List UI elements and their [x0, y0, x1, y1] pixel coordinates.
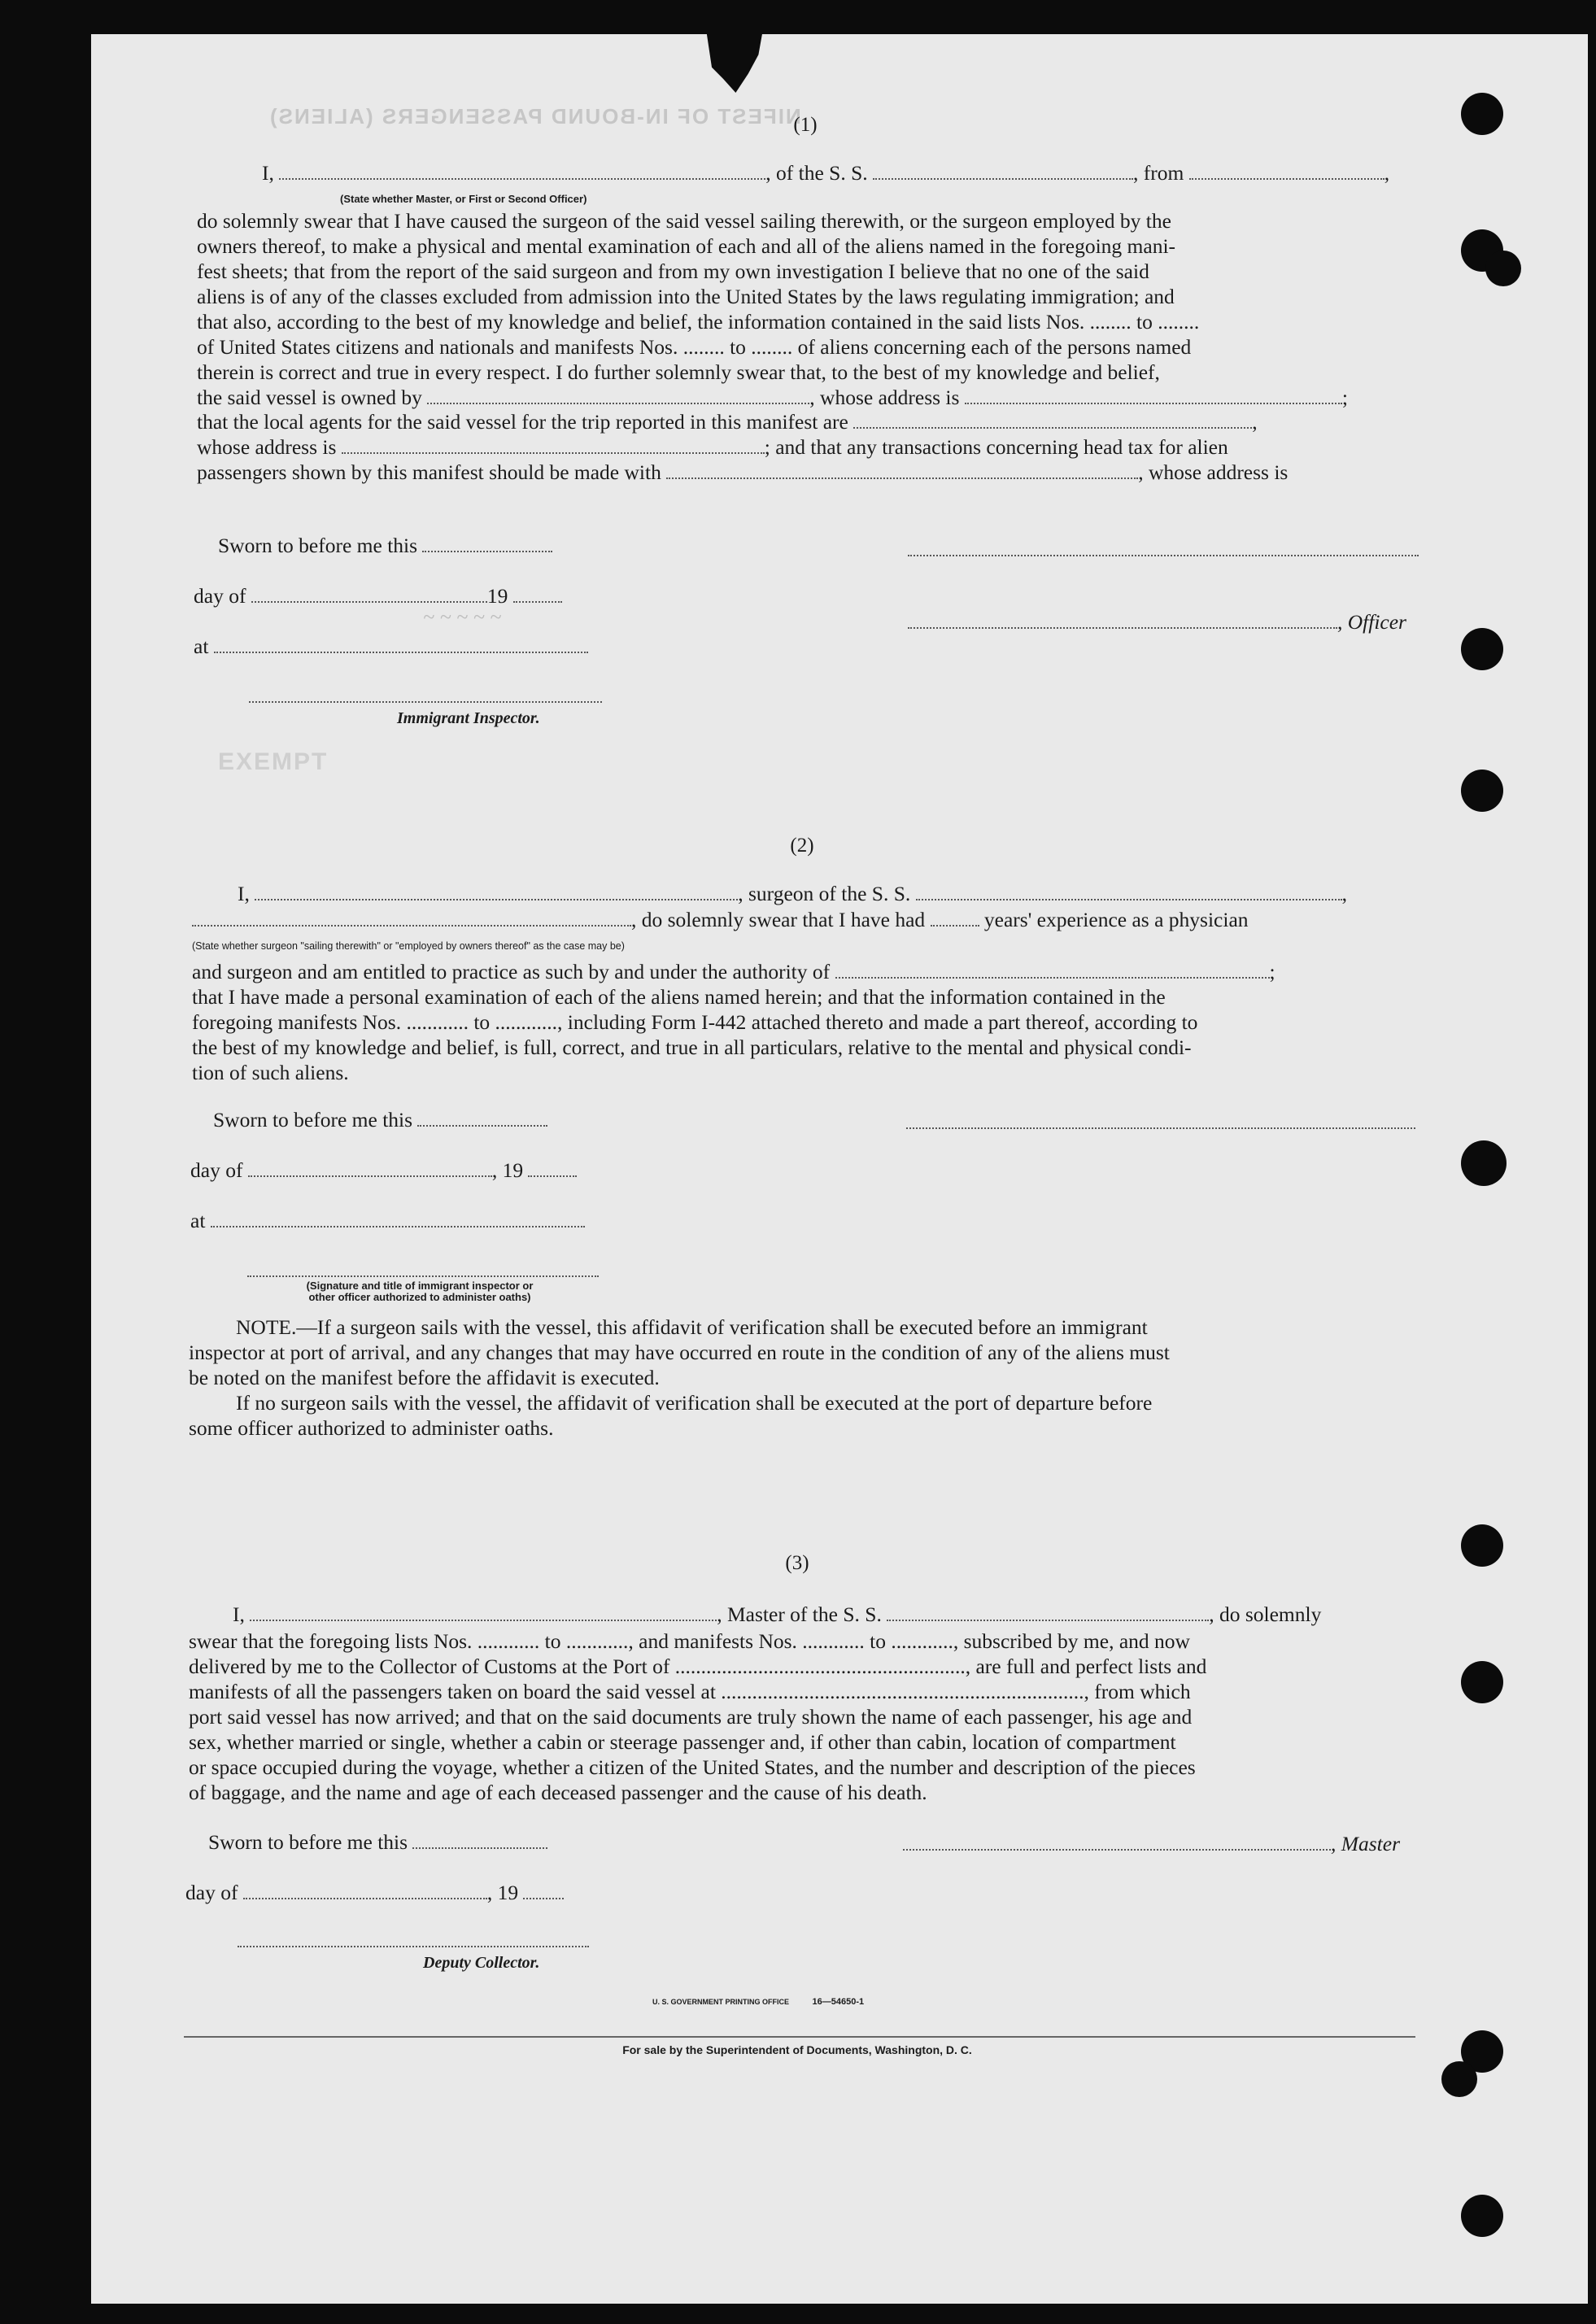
section3-body: swear that the foregoing lists Nos. ............ to ............, and manifests Nos. ............ to ............, subscribed by me, and now delivered by me to the Collector of Customs at the Port of ........................................................, are full and perfect lists and manifests of all the passengers taken on board the said vessel at ......................................................................, from which port said vessel has now arrived; and that on the said documents are truly shown the name of each passenger, his age and sex, whether married or single, whether a cabin or steerage passenger and, if other than cabin, location of compartment or space occupied during the voyage, whether a citizen of the United States, and the number and description of the pieces of baggage, and the name and age of each deceased passenger and the cause of his death. — [189, 1629, 1207, 1804]
master-signature-line: , Master — [903, 1832, 1400, 1856]
note-line: NOTE.—If a surgeon sails with the vessel, this affidavit of verification shall be executed before an immigrant — [236, 1315, 1148, 1339]
handwritten-marks: ~ ~ ~ ~ ~ — [423, 605, 502, 629]
oath-officer-signature-line — [247, 1275, 599, 1277]
punch-hole — [1461, 628, 1503, 670]
faded-stamp: EXEMPT — [218, 748, 329, 775]
surgeon-line: I, , surgeon of the S. S. , — [238, 882, 1348, 905]
immigrant-inspector-caption: Immigrant Inspector. — [397, 709, 540, 727]
sale-notice: For sale by the Superintendent of Documents, Washington, D. C. — [622, 2043, 972, 2056]
local-agents-line: that the local agents for the said vessel for the trip reported in this manifest are , — [197, 410, 1258, 434]
punch-hole — [1441, 2061, 1477, 2097]
at-line-2: at — [190, 1209, 585, 1233]
inspector-signature-line — [249, 701, 602, 703]
label-i: I, — [262, 161, 274, 185]
day-of-line-1: day of 19 — [194, 584, 562, 608]
master-line: I, , Master of the S. S. , do solemnly — [233, 1602, 1322, 1626]
section2-body: that I have made a personal examination of each of the aliens named herein; and that the information contained in the foregoing manifests Nos. ............ to ............, including Form I-442 attached thereto and made a part thereof, according to the best of my knowledge and belief, is full, correct, and true in all particulars, relative to the mental and physical condi- tion of such aliens. — [192, 985, 1198, 1084]
section1-body: do solemnly swear that I have caused the surgeon of the said vessel sailing therewith, or the surgeon employed by the owners thereof, to make a physical and mental examination of each and all of the aliens named in the foregoing mani- fest sheets; that from the report of the said surgeon and from my own investigation I believe that no one of the said aliens is of any of the classes excluded from admission into the United States by the laws regulating immigration; and that also, according to the best of my knowledge and belief, the information contained in the said lists Nos. ........ to ........ of United States citizens and nationals and manifests Nos. ........ to ........ of aliens concerning each of the persons named therein is correct and true in every respect. I do further solemnly swear that, to the best of my knowledge and belief, — [197, 209, 1200, 384]
deputy-signature-line — [238, 1946, 589, 1947]
footer-rule — [184, 2036, 1415, 2038]
section-number-3: (3) — [785, 1552, 809, 1574]
faded-header: NIFEST OF IN-BOUND PASSENGERS (ALIENS) — [268, 104, 801, 129]
signature-caption: (Signature and title of immigrant inspector or other officer authorized to administer oaths) — [306, 1280, 534, 1303]
punch-hole — [1485, 251, 1521, 286]
sworn-line-2: Sworn to before me this — [213, 1108, 547, 1132]
note-block: NOTE.—If a surgeon sails with the vessel, this affidavit of verification shall be executed before an immigrant inspector at port of arrival, and any changes that may have occurred en route in the condition of any of the aliens must be noted on the manifest before the affidavit is executed. If no surgeon sails with the vessel, the affidavit of verification shall be executed at the port of departure before some officer authorized to administer oaths. — [189, 1315, 1414, 1441]
punch-hole — [1461, 2195, 1503, 2237]
section-number-1: (1) — [793, 114, 818, 136]
authority-line: and surgeon and am entitled to practice as such by and under the authority of ; — [192, 960, 1275, 983]
owned-by-line: the said vessel is owned by , whose address is ; — [197, 386, 1348, 409]
punch-hole — [1461, 1661, 1503, 1703]
oath-line-1: I, , of the S. S. , from , — [262, 161, 1390, 185]
experience-line: , do solemnly swear that I have had years' experience as a physician — [192, 908, 1249, 932]
at-line-1: at — [194, 634, 588, 659]
label-of-ss: , of the S. S. — [765, 161, 868, 185]
sworn-line-1: Sworn to before me this — [218, 534, 552, 558]
officer-signature-line: , Officer — [908, 610, 1406, 634]
day-of-line-2: day of , 19 — [190, 1158, 577, 1183]
label-from: , from — [1133, 161, 1184, 185]
surgeon-signature-line — [906, 1127, 1415, 1129]
signature-line-officer-top — [908, 555, 1419, 556]
officer-caption: (State whether Master, or First or Second Officer) — [340, 193, 587, 205]
punch-hole — [1461, 1140, 1507, 1186]
passengers-line: passengers shown by this manifest should be made with , whose address is — [197, 460, 1289, 484]
surgeon-caption: (State whether surgeon "sailing therewith" or "employed by owners thereof" as the case may be) — [192, 940, 625, 952]
head-tax-line: whose address is ; and that any transactions concerning head tax for alien — [197, 435, 1228, 459]
deputy-collector-caption: Deputy Collector. — [423, 1954, 540, 1972]
punch-hole — [1461, 1524, 1503, 1567]
sworn-line-3: Sworn to before me this — [208, 1830, 547, 1855]
section-number-2: (2) — [790, 835, 814, 857]
punch-hole — [1461, 770, 1503, 812]
day-of-line-3: day of , 19 — [185, 1881, 564, 1905]
punch-hole — [1461, 93, 1503, 135]
gpo-imprint: U. S. GOVERNMENT PRINTING OFFICE 16—54650-1 — [652, 1997, 865, 2007]
